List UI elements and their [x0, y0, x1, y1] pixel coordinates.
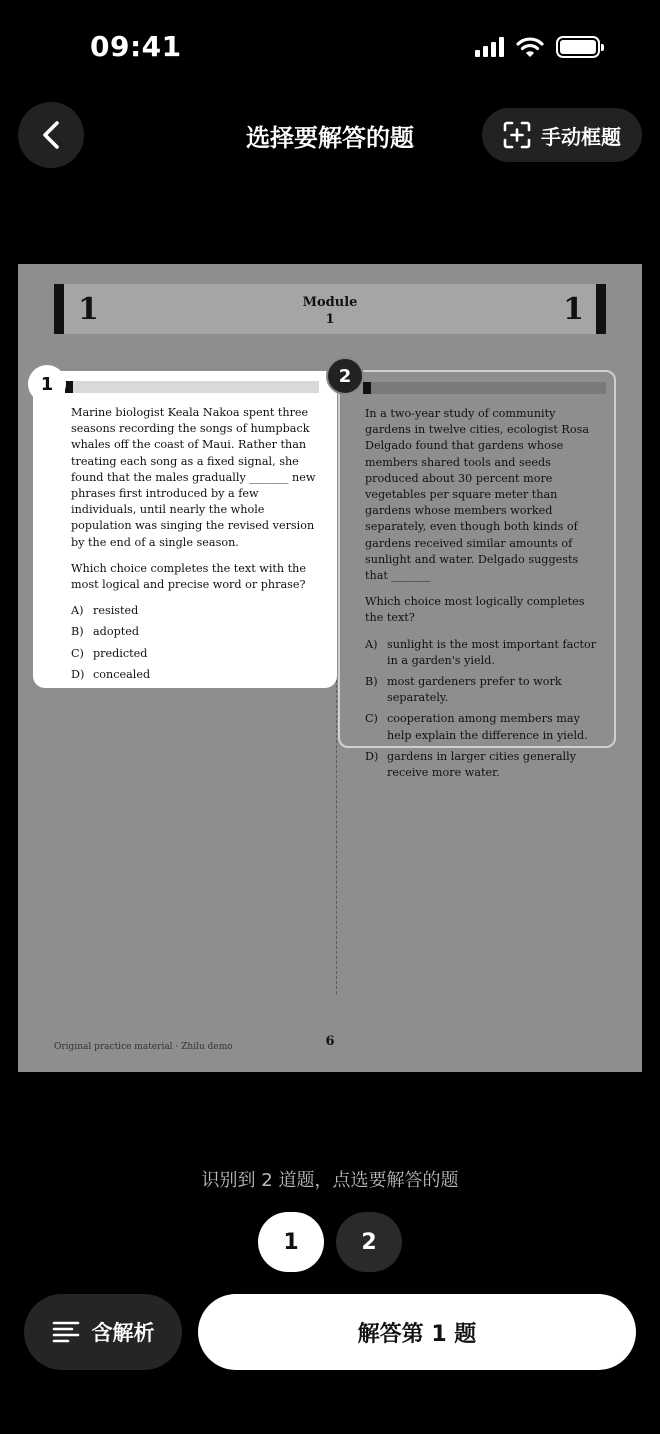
include-analysis-label: 含解析 [91, 1321, 155, 1345]
question-card-2[interactable] [338, 370, 616, 780]
answer-option: C) cooperation among members may help explain the difference in yield. [365, 712, 588, 742]
answer-question-button[interactable]: 解答第 1 题 [198, 1294, 636, 1370]
battery-icon [556, 36, 600, 58]
question-card-1[interactable] [33, 371, 337, 688]
question-header-bar [363, 382, 606, 394]
page-number: 6 [325, 1034, 335, 1049]
module-number-right: 1 [563, 292, 584, 327]
document-page [18, 264, 642, 1072]
manual-frame-label: 手动框题 [541, 124, 621, 149]
question-passage: In a two-year study of community gardens in twelve cities, ecologist Rosa Delgado found that gardens whose members shared tools and seeds produced about 30 percent more vegetables per square meter than gardens whose members worked separately, even though both kinds of gardens received similar amounts of sunlight and water. Delgado suggests that _______ [365, 407, 590, 583]
question-passage: Marine biologist Keala Nakoa spent three seasons recording the songs of humpback whales off the coast of Maui. Rather than treating each song as a fixed signal, she found that the males gradually _______ new phrases first introduced by a few individuals, until nearly the whole population was singing the revised version by the end of a single season. [71, 406, 316, 549]
question-prompt: Which choice completes the text with the most logical and precise word or phrase? [71, 561, 307, 592]
answer-option: B) adopted [71, 625, 140, 639]
crop-plus-icon [503, 121, 531, 149]
question-badge-1[interactable]: 1 [28, 365, 66, 403]
detection-hint: 识别到 2 道题，点选要解答的题 [201, 1170, 459, 1191]
answer-option: B) most gardeners prefer to work separately. [365, 675, 562, 705]
signal-icon [475, 37, 504, 57]
module-bar-right [596, 284, 606, 334]
manual-frame-button[interactable] [482, 108, 642, 162]
module-header [54, 284, 606, 334]
answer-option: D) gardens in larger cities generally receive more water. [365, 749, 577, 780]
list-lines-icon [52, 1320, 80, 1344]
wifi-icon [516, 37, 544, 57]
question-pill-2[interactable]: 2 [336, 1212, 402, 1272]
module-label [54, 294, 606, 328]
question-pill-1[interactable]: 1 [258, 1212, 324, 1272]
status-icons [475, 36, 600, 58]
answer-option: C) predicted [71, 646, 148, 660]
answer-option: D) concealed [71, 667, 151, 681]
module-label-text: Module [302, 295, 358, 310]
status-time: 09:41 [90, 30, 182, 63]
module-label-sub: 1 [325, 312, 335, 327]
footer-note: Original practice material · Zhilu demo [54, 1042, 233, 1052]
question-badge-2[interactable]: 2 [326, 357, 364, 395]
include-analysis-button[interactable] [24, 1294, 182, 1370]
answer-option: A) sunlight is the most important factor in a garden's yield. [365, 637, 597, 667]
question-header-bar [65, 381, 319, 393]
module-number-left: 1 [78, 292, 99, 327]
page-title: 选择要解答的题 [246, 124, 414, 152]
answer-option: A) resisted [71, 604, 139, 618]
question-prompt: Which choice most logically completes the text? [365, 595, 585, 625]
